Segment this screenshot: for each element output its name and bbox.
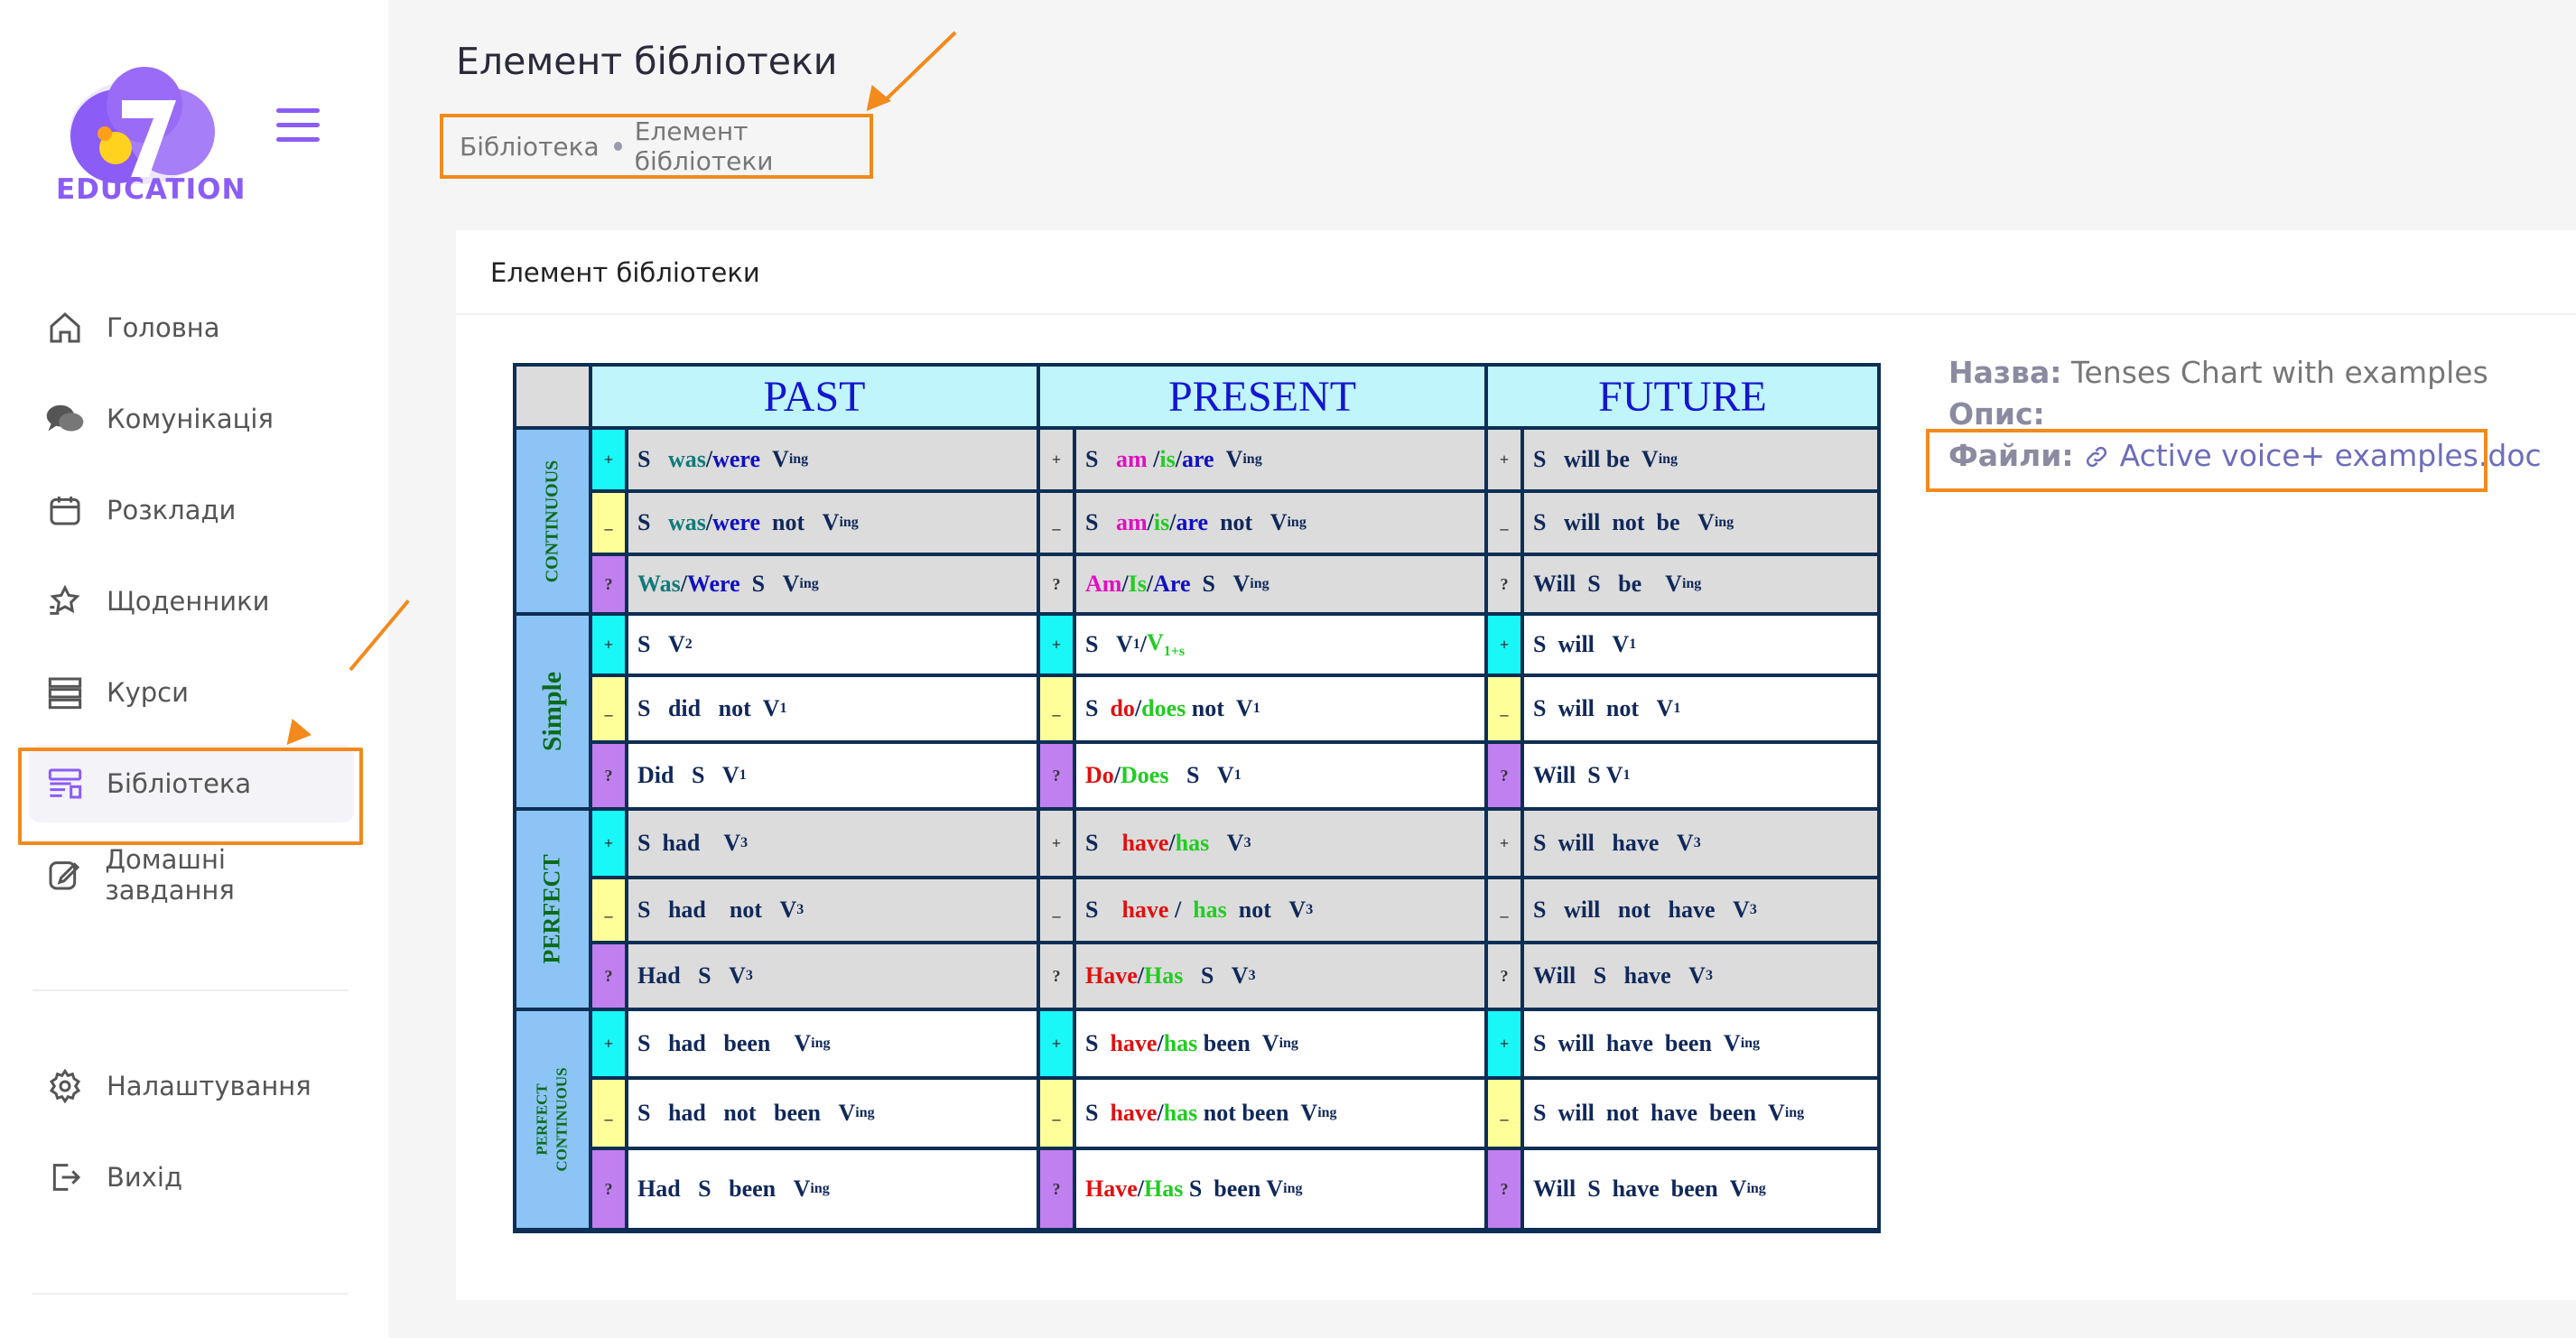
- row-marker: ?: [1488, 1150, 1520, 1228]
- menu-toggle-icon[interactable]: [276, 108, 320, 146]
- table-cell: S will V 1: [1524, 616, 1877, 674]
- breadcrumb-separator: [614, 142, 622, 151]
- group-perfect-continuous: [516, 1011, 589, 1228]
- row-marker: +: [1488, 430, 1520, 489]
- table-cell: S will not have been V ing: [1524, 1080, 1877, 1147]
- table-cell: Will S have V 3: [1524, 944, 1877, 1008]
- files-highlight-box: [1926, 429, 2488, 492]
- group-label: PERFECT: [539, 854, 565, 964]
- sidebar-item-label: Налаштування: [107, 1071, 312, 1101]
- sidebar-item-settings[interactable]: [29, 1047, 354, 1125]
- table-cell: S V 2: [628, 616, 1037, 674]
- edit-icon: [45, 855, 83, 895]
- table-cell: Have / Has S V 3: [1076, 944, 1484, 1008]
- row-marker: +: [1040, 1011, 1073, 1076]
- gear-icon: [45, 1066, 85, 1106]
- sidebar-item-label: Комунікація: [107, 404, 274, 434]
- row-marker: +: [1040, 811, 1073, 876]
- group-label: Simple: [537, 671, 568, 752]
- chat-icon: [45, 399, 85, 439]
- table-cell: S will have V 3: [1524, 811, 1877, 876]
- sidebar-item-label: Розклади: [107, 495, 237, 525]
- row-marker: ?: [592, 744, 625, 807]
- name-label: Назва:: [1948, 355, 2062, 390]
- sidebar-item-label: Домашні завдання: [105, 844, 235, 906]
- row-marker: +: [1488, 811, 1520, 876]
- table-cell: S will not be V ing: [1524, 493, 1877, 553]
- name-value: Tenses Chart with examples: [2070, 355, 2488, 390]
- description-label: Опис:: [1948, 396, 2045, 432]
- row-marker: ?: [592, 944, 625, 1008]
- row-marker: +: [592, 1011, 625, 1076]
- card-divider: [456, 313, 2576, 315]
- row-marker: _: [1040, 677, 1073, 740]
- sidebar-item-communication[interactable]: [29, 380, 354, 458]
- group-simple: [516, 616, 589, 807]
- group-continuous: [516, 430, 589, 612]
- row-marker: +: [1488, 616, 1520, 674]
- sidebar-item-label: Курси: [107, 677, 189, 708]
- table-cell: Did S V 1: [628, 744, 1037, 807]
- table-cell: Was / Were S V ing: [628, 556, 1037, 612]
- sidebar-item-homework[interactable]: [29, 836, 354, 914]
- table-cell: S was / were not V ing: [628, 493, 1037, 553]
- row-marker: ?: [1040, 744, 1073, 807]
- table-cell: Do / Does S V 1: [1076, 744, 1484, 807]
- breadcrumb-library-link[interactable]: Бібліотека: [460, 131, 600, 162]
- table-cell: Will S be V ing: [1524, 556, 1877, 612]
- row-marker: _: [1488, 677, 1520, 740]
- table-cell: S do / does not V 1: [1076, 677, 1484, 740]
- row-marker: +: [1040, 430, 1073, 489]
- table-cell: S had V 3: [628, 811, 1037, 876]
- files-label: Файли:: [1948, 438, 2074, 473]
- table-cell: S will have been V ing: [1524, 1011, 1877, 1076]
- row-marker: ?: [592, 556, 625, 612]
- breadcrumb-current: Елемент бібліотеки: [634, 116, 774, 176]
- breadcrumb: [440, 114, 873, 179]
- group-perfect: [516, 811, 589, 1008]
- table-cell: Will S V 1: [1524, 744, 1877, 807]
- annotation-arrow: [884, 32, 956, 102]
- divider: [33, 990, 349, 991]
- row-marker: _: [1488, 1080, 1520, 1147]
- sidebar-item-schedule[interactable]: [29, 471, 354, 549]
- table-cell: S have / has not V 3: [1076, 879, 1484, 941]
- row-marker: ?: [1488, 556, 1520, 612]
- table-cell: Will S have been V ing: [1524, 1150, 1877, 1228]
- table-cell: S will not V 1: [1524, 677, 1877, 740]
- table-corner: [516, 367, 589, 426]
- row-marker: ?: [1488, 944, 1520, 1008]
- row-marker: _: [592, 677, 625, 740]
- name-row: [1948, 352, 2542, 394]
- table-cell: S have / has not been V ing: [1076, 1080, 1484, 1147]
- library-highlight-box: [18, 748, 363, 845]
- row-marker: ?: [1040, 556, 1073, 612]
- table-cell: S will not have V 3: [1524, 879, 1877, 941]
- sidebar-item-diaries[interactable]: [29, 562, 354, 640]
- row-marker: _: [1488, 879, 1520, 941]
- table-cell: S am / is / are not V ing: [1076, 493, 1484, 553]
- header-past: PAST: [592, 367, 1037, 426]
- group-label: PERFECT CONTINUOUS: [534, 1067, 571, 1172]
- table-cell: S had been V ing: [628, 1011, 1037, 1076]
- table-cell: S had not been V ing: [628, 1080, 1037, 1147]
- row-marker: _: [592, 879, 625, 941]
- table-cell: Had S been V ing: [628, 1150, 1037, 1228]
- sidebar-bottom-nav: [29, 1047, 354, 1230]
- header-future: FUTURE: [1488, 367, 1877, 426]
- row-marker: ?: [1040, 1150, 1073, 1228]
- table-cell: S am / is / are V ing: [1076, 430, 1484, 489]
- sidebar-item-label: Бібліотека: [107, 768, 252, 799]
- table-cell: S V 1 / $V_{1+s}$: [1076, 616, 1484, 674]
- logo-text: EDUCATION: [56, 173, 246, 206]
- row-marker: _: [1040, 879, 1073, 941]
- table-cell: Have / Has S been V ing: [1076, 1150, 1484, 1228]
- row-marker: ?: [592, 1150, 625, 1228]
- sidebar-item-label: Щоденники: [107, 586, 270, 617]
- sidebar-item-label: Головна: [107, 312, 220, 343]
- table-cell: Am / Is / Are S V ing: [1076, 556, 1484, 612]
- tenses-chart-image: [513, 363, 1881, 1233]
- table-cell: S will be V ing: [1524, 430, 1877, 489]
- row-marker: _: [1488, 493, 1520, 553]
- row-marker: ?: [1488, 744, 1520, 807]
- row-marker: ?: [1040, 944, 1073, 1008]
- row-marker: _: [592, 1080, 625, 1147]
- divider: [33, 1293, 349, 1295]
- table-cell: S have / has been V ing: [1076, 1011, 1484, 1076]
- row-marker: _: [1040, 493, 1073, 553]
- table-cell: S was / were V ing: [628, 430, 1037, 489]
- card-title: Елемент бібліотеки: [490, 257, 760, 288]
- row-marker: +: [592, 811, 625, 876]
- row-marker: +: [592, 430, 625, 489]
- logout-icon: [45, 1157, 85, 1197]
- server-stack-icon: [45, 673, 85, 712]
- file-name: Active voice+ examples.doc: [2119, 438, 2542, 473]
- sidebar-item-logout[interactable]: [29, 1138, 354, 1216]
- home-icon: [45, 308, 85, 348]
- header-present: PRESENT: [1040, 367, 1484, 426]
- page-title: Елемент бібліотеки: [456, 40, 838, 83]
- sidebar: [0, 0, 388, 1338]
- sidebar-item-courses[interactable]: [29, 654, 354, 731]
- calendar-icon: [45, 490, 85, 530]
- table-cell: S did not V 1: [628, 677, 1037, 740]
- sidebar-item-label: Вихід: [107, 1162, 183, 1193]
- table-cell: S had not V 3: [628, 879, 1037, 941]
- row-marker: +: [1040, 616, 1073, 674]
- row-marker: +: [592, 616, 625, 674]
- group-label: CONTINUOUS: [542, 460, 563, 582]
- star-list-icon: [45, 581, 85, 621]
- row-marker: _: [1040, 1080, 1073, 1147]
- table-cell: S have / has V 3: [1076, 811, 1484, 876]
- row-marker: _: [592, 493, 625, 553]
- row-marker: +: [1488, 1011, 1520, 1076]
- sidebar-item-home[interactable]: [29, 289, 354, 367]
- table-cell: Had S V 3: [628, 944, 1037, 1008]
